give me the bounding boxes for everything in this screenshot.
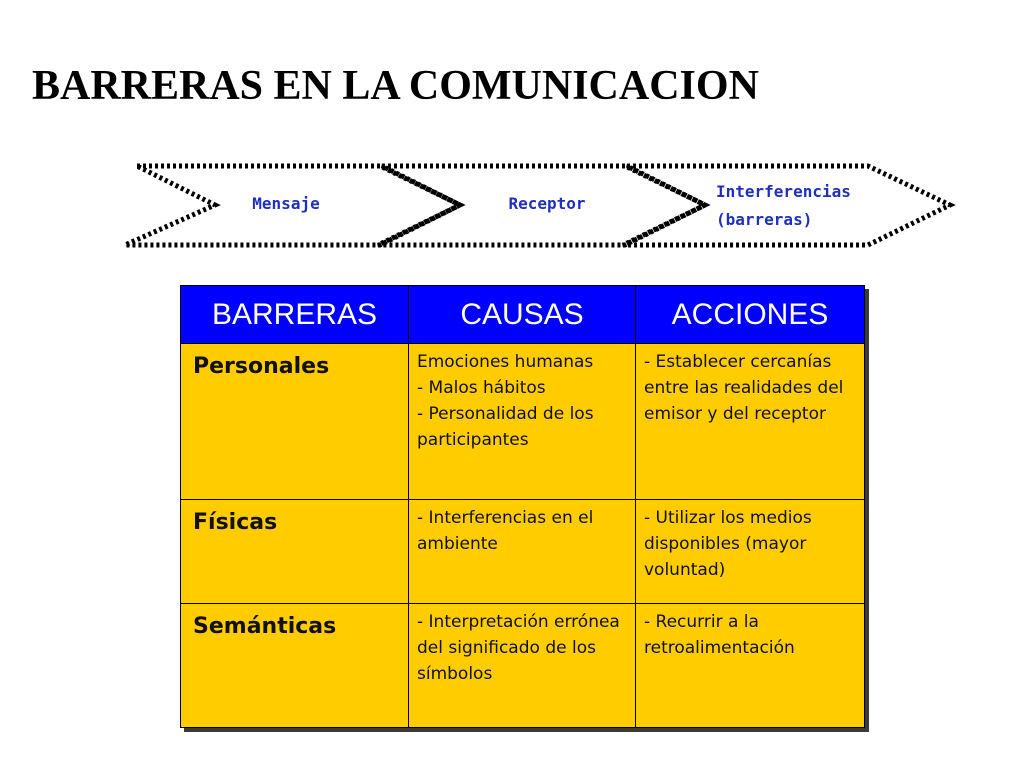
table-row	[181, 344, 865, 500]
causes-cell: - Interferencias en el ambiente	[409, 500, 636, 604]
table-row	[181, 604, 865, 728]
header-acciones: ACCIONES	[636, 286, 865, 344]
actions-cell: - Recurrir a la retroalimentación	[636, 604, 865, 728]
header-causas: CAUSAS	[409, 286, 636, 344]
causes-cell: - Interpretación errónea del significado de los símbolos	[409, 604, 636, 728]
barrier-cell: Físicas	[181, 500, 409, 604]
table-row	[181, 500, 865, 604]
actions-cell: - Establecer cercanías entre las realidades del emisor y del receptor	[636, 344, 865, 500]
chevron-interferencias	[623, 166, 950, 245]
step-label-receptor: Receptor	[508, 194, 586, 213]
barriers-table	[180, 285, 865, 728]
step-label-mensaje: Mensaje	[252, 194, 320, 213]
chevron-mensaje	[125, 166, 460, 245]
barrier-cell: Personales	[181, 344, 409, 500]
step-label-barreras: (barreras)	[716, 210, 813, 229]
header-barreras: BARRERAS	[181, 286, 409, 344]
step-label-interferencias: Interferencias	[716, 182, 851, 201]
table-header-row	[181, 286, 865, 344]
actions-cell: - Utilizar los medios disponibles (mayor voluntad)	[636, 500, 865, 604]
causes-cell: Emociones humanas - Malos hábitos - Personalidad de los participantes	[409, 344, 636, 500]
slide-title: BARRERAS EN LA COMUNICACION	[32, 63, 759, 109]
barrier-cell: Semánticas	[181, 604, 409, 728]
chevron-receptor	[378, 166, 705, 245]
